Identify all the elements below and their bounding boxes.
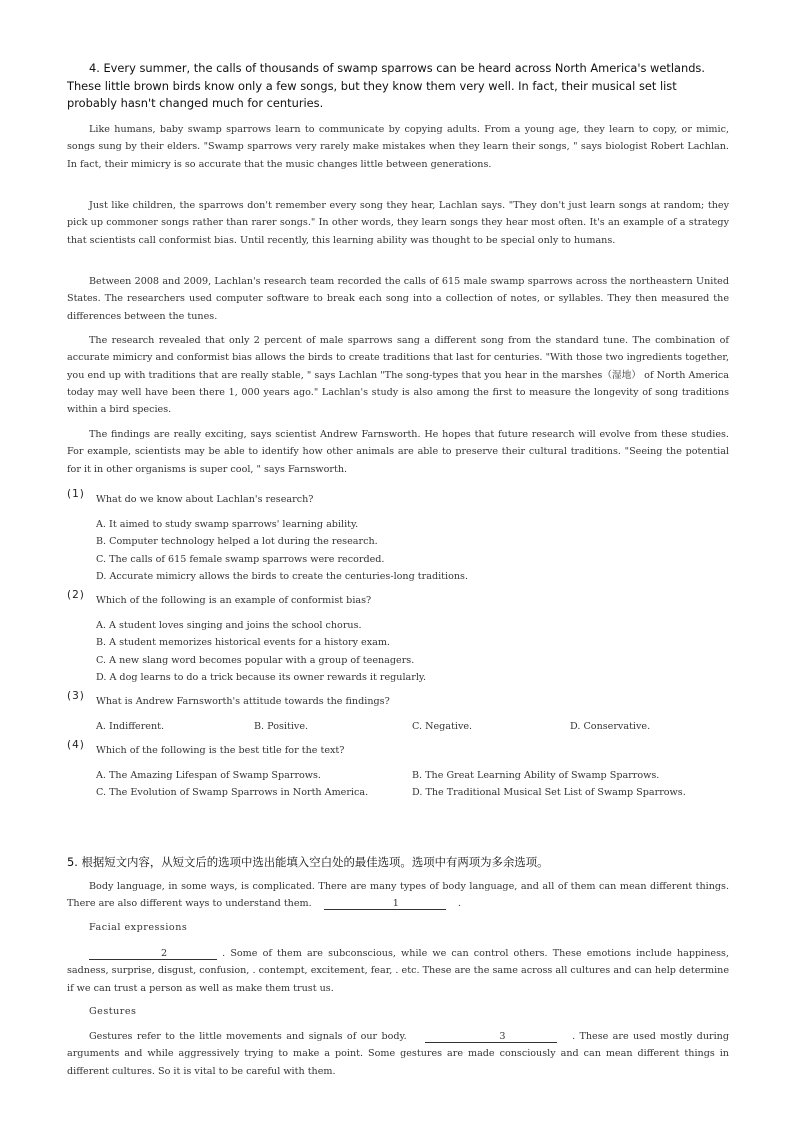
q5-paragraph-2-text: . Some of them are subconscious, while we can control others. These emotions include happiness, sadness, surprise, disgust, confusion, . contempt, excitement, fear, . etc. These are the same across all cultures and can help determine if we can trust a person as well as make them trust us.	[67, 948, 729, 994]
q4-paragraph-4: The research revealed that only 2 percent of male sparrows sang a different song from the standard tune. The combination of accurate mimicry and conformist bias allows the birds to create traditions that last for centuries. "With those two ingredients together, you end up with traditions that are really stable, " says Lachlan "The song-types that you hear in the marshes（湿地） of North America today may well have been there 1, 000 years ago." Lachlan's study is also among the first to measure the longevity of song traditions within a bird species.	[67, 335, 729, 416]
q4-paragraph-2: Just like children, the sparrows don't remember every song they hear, Lachlan says. "They don't just learn songs at random; they pick up commoner songs rather than rarer songs." In other words, they learn songs they hear most often. It's an example of a strategy that scientists call conformist bias. Until recently, this learning ability was thought to be special only to humans.	[67, 200, 729, 246]
facial-expressions-subheading: Facial expressions	[89, 922, 188, 933]
q5-paragraph-1	[67, 878, 729, 913]
blank-1[interactable]: 1	[324, 898, 446, 910]
q5-paragraph-1-text: Body language, in some ways, is complicated. There are many types of body language, and all of them can mean different things. There are also different ways to understand them.	[67, 881, 729, 910]
q5-paragraph-3	[67, 1028, 729, 1080]
q4-4-option-b[interactable]: B. The Great Learning Ability of Swamp Sparrows.	[412, 770, 660, 781]
q4-2-option-b[interactable]: B. A student memorizes historical events for a history exam.	[96, 637, 390, 648]
q4-1-option-c[interactable]: C. The calls of 615 female swamp sparrows were recorded.	[96, 554, 385, 565]
q4-3-option-d[interactable]: D. Conservative.	[570, 721, 651, 732]
q4-3-option-b[interactable]: B. Positive.	[254, 721, 309, 732]
blank-2[interactable]: 2	[89, 948, 217, 960]
q4-2-option-a[interactable]: A. A student loves singing and joins the school chorus.	[96, 620, 362, 631]
q4-3-option-a[interactable]: A. Indifferent.	[96, 721, 165, 732]
q4-paragraph-3: Between 2008 and 2009, Lachlan's research team recorded the calls of 615 male swamp sparrows across the northeastern United States. The researchers used computer software to break each song into a collection of notes, or syllables. They then measured the differences between the tunes.	[67, 276, 729, 322]
q4-1-option-b[interactable]: B. Computer technology helped a lot during the research.	[96, 536, 378, 547]
blank-1-period: .	[457, 898, 461, 910]
blank-3[interactable]: 3	[425, 1031, 557, 1043]
q4-4-option-c[interactable]: C. The Evolution of Swamp Sparrows in North America.	[96, 787, 369, 798]
q5-paragraph-3-end: . These are used mostly during arguments and while aggressively trying to make a point. Some gestures are made consciously and can mean different things in different cultures. So it is vital to be careful with them.	[67, 1031, 729, 1077]
q5-heading: 5. 根据短文内容，从短文后的选项中选出能填入空白处的最佳选项。选项中有两项为多余选项。	[67, 855, 549, 869]
q4-4-number: (4)	[67, 739, 85, 751]
q4-4-prompt: Which of the following is the best title for the text?	[96, 745, 345, 756]
q4-2-prompt: Which of the following is an example of conformist bias?	[96, 595, 372, 606]
q5-paragraph-3-start: Gestures refer to the little movements and signals of our body.	[89, 1031, 407, 1042]
q4-2-number: (2)	[67, 589, 85, 601]
q4-3-number: (3)	[67, 690, 85, 702]
q5-paragraph-2	[67, 945, 729, 997]
q4-1-number: (1)	[67, 488, 85, 500]
q4-3-option-c[interactable]: C. Negative.	[412, 721, 473, 732]
q4-2-option-d[interactable]: D. A dog learns to do a trick because its owner rewards it regularly.	[96, 672, 427, 683]
gestures-subheading: Gestures	[89, 1006, 137, 1017]
q4-4-option-d[interactable]: D. The Traditional Musical Set List of Swamp Sparrows.	[412, 787, 686, 798]
q4-3-prompt: What is Andrew Farnsworth's attitude towards the findings?	[96, 696, 390, 707]
q4-paragraph-5: The findings are really exciting, says scientist Andrew Farnsworth. He hopes that future research will evolve from these studies. For example, scientists may be able to identify how other animals are able to preserve their cultural traditions. "Seeing the potential for it in other organisms is super cool, " says Farnsworth.	[67, 429, 729, 475]
q4-heading: 4. Every summer, the calls of thousands of swamp sparrows can be heard across North America's wetlands. These little brown birds know only a few songs, but they know them very well. In fact, their musical set list probably hasn't changed much for centuries.	[67, 61, 705, 110]
q4-4-option-a[interactable]: A. The Amazing Lifespan of Swamp Sparrows.	[96, 770, 321, 781]
q4-1-prompt: What do we know about Lachlan's research?	[96, 494, 314, 505]
q4-paragraph-1: Like humans, baby swamp sparrows learn to communicate by copying adults. From a young age, they learn to copy, or mimic, songs sung by their elders. "Swamp sparrows very rarely make mistakes when they learn their songs, " says biologist Robert Lachlan. In fact, their mimicry is so accurate that the music changes little between generations.	[67, 124, 729, 170]
q4-1-option-a[interactable]: A. It aimed to study swamp sparrows' learning ability.	[96, 519, 359, 530]
q4-2-option-c[interactable]: C. A new slang word becomes popular with a group of teenagers.	[96, 655, 415, 666]
q4-1-option-d[interactable]: D. Accurate mimicry allows the birds to create the centuries-long traditions.	[96, 571, 469, 582]
